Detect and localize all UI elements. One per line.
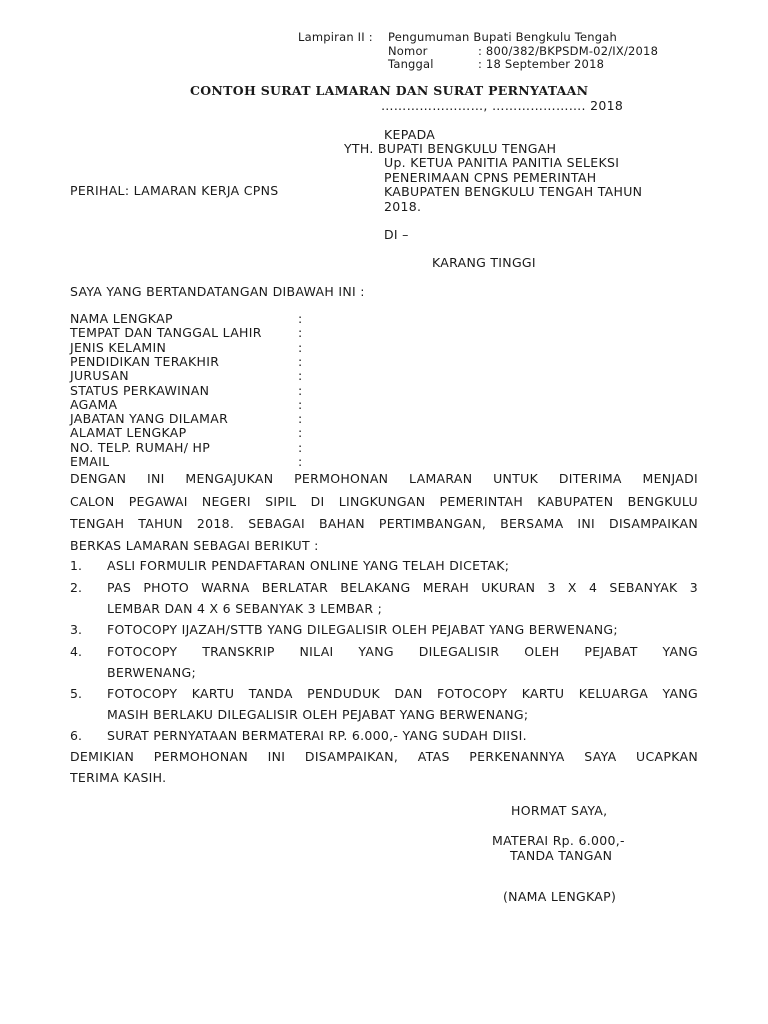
field-row bbox=[70, 311, 173, 326]
field-row bbox=[70, 325, 262, 340]
up-line: PENERIMAAN CPNS PEMERINTAH bbox=[384, 169, 597, 185]
field-row bbox=[70, 340, 166, 355]
field-colon: : bbox=[298, 339, 303, 355]
up-line: 2018. bbox=[384, 198, 422, 214]
di-label: DI – bbox=[384, 227, 409, 242]
field-row bbox=[70, 454, 109, 469]
field-row bbox=[70, 383, 209, 398]
field-row bbox=[70, 440, 210, 455]
up-line: Up. KETUA PANITIA PANITIA SELEKSI bbox=[384, 155, 620, 170]
field-colon: : bbox=[298, 353, 303, 369]
field-label: TEMPAT DAN TANGGAL LAHIR bbox=[70, 325, 262, 341]
paragraph-line: TENGAH TAHUN 2018. SEBAGAI BAHAN PERTIMBANGAN, BERSAMA INI DISAMPAIKAN bbox=[70, 516, 698, 531]
list-item-continued: MASIH BERLAKU DILEGALISIR OLEH PEJABAT YANG BERWENANG; bbox=[107, 707, 529, 722]
list-item: SURAT PERNYATAAN BERMATERAI RP. 6.000,- YANG SUDAH DIISI. bbox=[107, 728, 527, 743]
list-number: 1. bbox=[70, 558, 82, 573]
field-row bbox=[70, 354, 219, 369]
field-label: JURUSAN bbox=[70, 368, 129, 384]
paragraph-line: DENGAN INI MENGAJUKAN PERMOHONAN LAMARAN UNTUK DITERIMA MENJADI bbox=[70, 471, 698, 486]
field-colon: : bbox=[298, 311, 303, 326]
up-line: KABUPATEN BENGKULU TENGAH TAHUN bbox=[384, 184, 643, 199]
field-label: EMAIL bbox=[70, 454, 110, 469]
signature-label: TANDA TANGAN bbox=[510, 848, 613, 863]
list-number: 3. bbox=[70, 622, 82, 637]
list-number: 5. bbox=[70, 686, 82, 701]
field-row bbox=[70, 425, 187, 440]
document-title: CONTOH SURAT LAMARAN DAN SURAT PERNYATAAN bbox=[190, 83, 589, 98]
field-colon: : bbox=[298, 368, 303, 384]
closing-line: TERIMA KASIH. bbox=[70, 770, 167, 785]
signature-greeting: HORMAT SAYA, bbox=[511, 803, 608, 818]
field-colon: : bbox=[298, 425, 303, 441]
field-label: STATUS PERKAWINAN bbox=[70, 382, 210, 398]
list-item-continued: LEMBAR DAN 4 X 6 SEBANYAK 3 LEMBAR ; bbox=[107, 601, 383, 616]
name-placeholder: (NAMA LENGKAP) bbox=[503, 889, 617, 904]
intro-line: SAYA YANG BERTANDATANGAN DIBAWAH INI : bbox=[70, 284, 365, 299]
field-label: AGAMA bbox=[70, 396, 118, 412]
field-label: JABATAN YANG DILAMAR bbox=[70, 411, 229, 427]
paragraph-line: CALON PEGAWAI NEGERI SIPIL DI LINGKUNGAN PEMERINTAH KABUPATEN BENGKULU bbox=[70, 494, 698, 509]
lampiran-value: Pengumuman Bupati Bengkulu Tengah bbox=[388, 30, 618, 44]
list-item: ASLI FORMULIR PENDAFTARAN ONLINE YANG TELAH DICETAK; bbox=[107, 558, 510, 573]
list-number: 6. bbox=[70, 728, 82, 743]
tanggal-value: : 18 September 2018 bbox=[478, 57, 605, 71]
kepada-label: KEPADA bbox=[384, 127, 436, 142]
field-label: PENDIDIKAN TERAKHIR bbox=[70, 353, 220, 369]
list-number: 2. bbox=[70, 580, 82, 595]
field-colon: : bbox=[298, 396, 303, 412]
place-label: KARANG TINGGI bbox=[432, 255, 536, 270]
list-item: FOTOCOPY KARTU TANDA PENDUDUK DAN FOTOCOPY KARTU KELUARGA YANG bbox=[107, 686, 698, 701]
yth-line: YTH. BUPATI BENGKULU TENGAH bbox=[344, 141, 557, 156]
materai-label: MATERAI Rp. 6.000,- bbox=[492, 833, 625, 848]
field-label: NAMA LENGKAP bbox=[70, 311, 173, 326]
lampiran-label: Lampiran II : bbox=[298, 30, 373, 44]
field-colon: : bbox=[298, 454, 303, 469]
field-row bbox=[70, 368, 129, 383]
field-label: ALAMAT LENGKAP bbox=[70, 425, 187, 441]
field-colon: : bbox=[298, 325, 303, 341]
field-colon: : bbox=[298, 411, 303, 427]
closing-line: DEMIKIAN PERMOHONAN INI DISAMPAIKAN, ATAS PERKENANNYA SAYA UCAPKAN bbox=[70, 749, 698, 764]
nomor-label: Nomor bbox=[388, 44, 428, 58]
list-item: FOTOCOPY TRANSKRIP NILAI YANG DILEGALISIR OLEH PEJABAT YANG bbox=[107, 644, 698, 659]
list-number: 4. bbox=[70, 644, 82, 659]
field-label: JENIS KELAMIN bbox=[70, 339, 167, 355]
date-line: ……………………, …………………. 2018 bbox=[381, 98, 624, 113]
field-label: NO. TELP. RUMAH/ HP bbox=[70, 439, 211, 455]
up-block bbox=[384, 156, 687, 214]
list-item-continued: BERWENANG; bbox=[107, 665, 197, 680]
perihal-line: PERIHAL: LAMARAN KERJA CPNS bbox=[70, 183, 279, 198]
list-item: PAS PHOTO WARNA BERLATAR BELAKANG MERAH UKURAN 3 X 4 SEBANYAK 3 bbox=[107, 580, 698, 595]
paragraph-line: BERKAS LAMARAN SEBAGAI BERIKUT : bbox=[70, 538, 319, 553]
field-colon: : bbox=[298, 382, 303, 398]
field-colon: : bbox=[298, 439, 303, 455]
field-row bbox=[70, 397, 117, 412]
tanggal-label: Tanggal bbox=[388, 57, 434, 71]
nomor-value: : 800/382/BKPSDM-02/IX/2018 bbox=[478, 44, 659, 58]
field-row bbox=[70, 411, 228, 426]
list-item: FOTOCOPY IJAZAH/STTB YANG DILEGALISIR OLEH PEJABAT YANG BERWENANG; bbox=[107, 622, 618, 637]
